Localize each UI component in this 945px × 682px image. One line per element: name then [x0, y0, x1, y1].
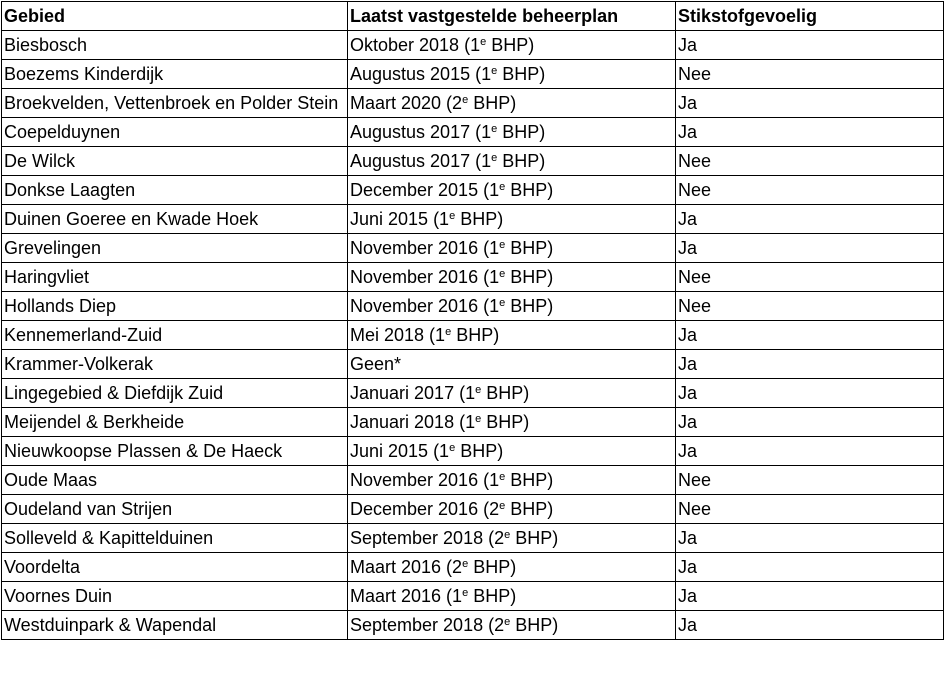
cell-gebied: Solleveld & Kapittelduinen [2, 524, 348, 553]
ordinal-suffix: e [480, 36, 487, 48]
beheerplan-type: BHP) [497, 122, 546, 142]
cell-beheerplan [348, 553, 676, 582]
header-row [2, 2, 944, 31]
cell-beheerplan [348, 263, 676, 292]
table-row [2, 350, 944, 379]
beheerplan-date: Maart 2016 (2 [350, 557, 463, 577]
beheerplan-date: September 2018 (2 [350, 528, 505, 548]
ordinal-suffix: e [475, 384, 482, 396]
cell-gebied: Kennemerland-Zuid [2, 321, 348, 350]
cell-gebied: Donkse Laagten [2, 176, 348, 205]
beheerplan-date: Oktober 2018 (1 [350, 35, 481, 55]
ordinal-suffix: e [491, 65, 498, 77]
table-row [2, 89, 944, 118]
cell-stikstofgevoelig: Ja [676, 31, 944, 60]
beheerplan-date: Augustus 2017 (1 [350, 151, 492, 171]
cell-beheerplan [348, 495, 676, 524]
beheerplan-type: BHP) [481, 383, 530, 403]
beheerplan-type: BHP) [505, 267, 554, 287]
cell-beheerplan [348, 379, 676, 408]
cell-beheerplan [348, 118, 676, 147]
table-row [2, 379, 944, 408]
cell-stikstofgevoelig: Ja [676, 524, 944, 553]
ordinal-suffix: e [491, 123, 498, 135]
beheerplan-type: BHP) [481, 412, 530, 432]
table-row [2, 611, 944, 640]
table-row [2, 60, 944, 89]
table-row [2, 263, 944, 292]
beheerplan-type: BHP) [486, 35, 535, 55]
cell-stikstofgevoelig: Nee [676, 495, 944, 524]
ordinal-suffix: e [504, 616, 511, 628]
cell-gebied: Lingegebied & Diefdijk Zuid [2, 379, 348, 408]
beheerplan-type: BHP) [497, 151, 546, 171]
beheerplan-type: BHP) [455, 209, 504, 229]
table-row [2, 524, 944, 553]
cell-gebied: Voordelta [2, 553, 348, 582]
table-row [2, 147, 944, 176]
beheerplan-type: BHP) [455, 441, 504, 461]
cell-beheerplan [348, 292, 676, 321]
ordinal-suffix: e [491, 152, 498, 164]
cell-beheerplan [348, 176, 676, 205]
cell-gebied: Westduinpark & Wapendal [2, 611, 348, 640]
beheerplan-date: November 2016 (1 [350, 267, 500, 287]
cell-stikstofgevoelig: Ja [676, 379, 944, 408]
table-row [2, 176, 944, 205]
beheerplan-type: BHP) [510, 528, 559, 548]
cell-beheerplan [348, 89, 676, 118]
table-row [2, 466, 944, 495]
cell-stikstofgevoelig: Ja [676, 118, 944, 147]
cell-gebied: Haringvliet [2, 263, 348, 292]
cell-stikstofgevoelig: Ja [676, 205, 944, 234]
table-row [2, 408, 944, 437]
table-row [2, 234, 944, 263]
beheerplan-type: BHP) [505, 180, 554, 200]
cell-beheerplan [348, 60, 676, 89]
beheerplan-date: Geen* [350, 354, 402, 374]
beheerplan-date: Mei 2018 (1 [350, 325, 446, 345]
table-row [2, 118, 944, 147]
ordinal-suffix: e [462, 94, 469, 106]
beheerplan-date: Juni 2015 (1 [350, 441, 450, 461]
ordinal-suffix: e [499, 239, 506, 251]
ordinal-suffix: e [499, 268, 506, 280]
cell-gebied: Nieuwkoopse Plassen & De Haeck [2, 437, 348, 466]
cell-stikstofgevoelig: Ja [676, 89, 944, 118]
cell-beheerplan [348, 408, 676, 437]
cell-beheerplan [348, 582, 676, 611]
cell-stikstofgevoelig: Ja [676, 350, 944, 379]
beheerplan-date: Januari 2018 (1 [350, 412, 476, 432]
cell-gebied: Biesbosch [2, 31, 348, 60]
beheerplan-type: BHP) [451, 325, 500, 345]
ordinal-suffix: e [462, 587, 469, 599]
beheerplan-type: BHP) [505, 296, 554, 316]
table-row [2, 495, 944, 524]
cell-stikstofgevoelig: Ja [676, 234, 944, 263]
header-gebied: Gebied [2, 2, 348, 31]
beheerplan-date: December 2015 (1 [350, 180, 500, 200]
ordinal-suffix: e [449, 210, 456, 222]
table-row [2, 31, 944, 60]
ordinal-suffix: e [445, 326, 452, 338]
ordinal-suffix: e [475, 413, 482, 425]
beheerplan-type: BHP) [505, 238, 554, 258]
cell-stikstofgevoelig: Ja [676, 437, 944, 466]
beheerplan-date: September 2018 (2 [350, 615, 505, 635]
cell-gebied: Voornes Duin [2, 582, 348, 611]
cell-gebied: Oude Maas [2, 466, 348, 495]
beheerplan-date: Augustus 2017 (1 [350, 122, 492, 142]
table-row [2, 437, 944, 466]
cell-beheerplan [348, 234, 676, 263]
table-row [2, 321, 944, 350]
table-row [2, 553, 944, 582]
ordinal-suffix: e [499, 471, 506, 483]
ordinal-suffix: e [499, 500, 506, 512]
beheerplan-type: BHP) [468, 557, 517, 577]
cell-gebied: De Wilck [2, 147, 348, 176]
beheerplan-date: December 2016 (2 [350, 499, 500, 519]
beheerplan-date: November 2016 (1 [350, 238, 500, 258]
beheerplan-type: BHP) [497, 64, 546, 84]
cell-beheerplan [348, 350, 676, 379]
table-row [2, 582, 944, 611]
cell-stikstofgevoelig: Ja [676, 582, 944, 611]
beheerplan-type: BHP) [468, 93, 517, 113]
cell-gebied: Broekvelden, Vettenbroek en Polder Stein [2, 89, 348, 118]
cell-beheerplan [348, 321, 676, 350]
cell-beheerplan [348, 437, 676, 466]
ordinal-suffix: e [504, 529, 511, 541]
ordinal-suffix: e [449, 442, 456, 454]
beheerplan-date: November 2016 (1 [350, 470, 500, 490]
cell-stikstofgevoelig: Nee [676, 466, 944, 495]
cell-gebied: Coepelduynen [2, 118, 348, 147]
cell-gebied: Boezems Kinderdijk [2, 60, 348, 89]
ordinal-suffix: e [499, 297, 506, 309]
beheerplan-date: Maart 2020 (2 [350, 93, 463, 113]
cell-beheerplan [348, 611, 676, 640]
ordinal-suffix: e [499, 181, 506, 193]
cell-beheerplan [348, 205, 676, 234]
cell-stikstofgevoelig: Ja [676, 408, 944, 437]
table-row [2, 292, 944, 321]
table-row [2, 205, 944, 234]
cell-beheerplan [348, 147, 676, 176]
beheerplan-date: November 2016 (1 [350, 296, 500, 316]
header-stikstofgevoelig: Stikstofgevoelig [676, 2, 944, 31]
cell-stikstofgevoelig: Nee [676, 176, 944, 205]
cell-gebied: Krammer-Volkerak [2, 350, 348, 379]
cell-stikstofgevoelig: Ja [676, 321, 944, 350]
beheerplan-date: Augustus 2015 (1 [350, 64, 492, 84]
cell-stikstofgevoelig: Nee [676, 60, 944, 89]
cell-stikstofgevoelig: Nee [676, 292, 944, 321]
header-beheerplan: Laatst vastgestelde beheerplan [348, 2, 676, 31]
cell-stikstofgevoelig: Nee [676, 263, 944, 292]
cell-beheerplan [348, 524, 676, 553]
cell-stikstofgevoelig: Nee [676, 147, 944, 176]
cell-gebied: Grevelingen [2, 234, 348, 263]
beheerplan-date: Januari 2017 (1 [350, 383, 476, 403]
beheerplan-date: Juni 2015 (1 [350, 209, 450, 229]
cell-beheerplan [348, 466, 676, 495]
cell-gebied: Oudeland van Strijen [2, 495, 348, 524]
cell-stikstofgevoelig: Ja [676, 611, 944, 640]
beheerplan-type: BHP) [468, 586, 517, 606]
cell-beheerplan [348, 31, 676, 60]
beheerplan-table [1, 1, 944, 640]
ordinal-suffix: e [462, 558, 469, 570]
cell-gebied: Hollands Diep [2, 292, 348, 321]
beheerplan-type: BHP) [505, 499, 554, 519]
cell-stikstofgevoelig: Ja [676, 553, 944, 582]
cell-gebied: Meijendel & Berkheide [2, 408, 348, 437]
beheerplan-type: BHP) [505, 470, 554, 490]
beheerplan-date: Maart 2016 (1 [350, 586, 463, 606]
beheerplan-type: BHP) [510, 615, 559, 635]
cell-gebied: Duinen Goeree en Kwade Hoek [2, 205, 348, 234]
